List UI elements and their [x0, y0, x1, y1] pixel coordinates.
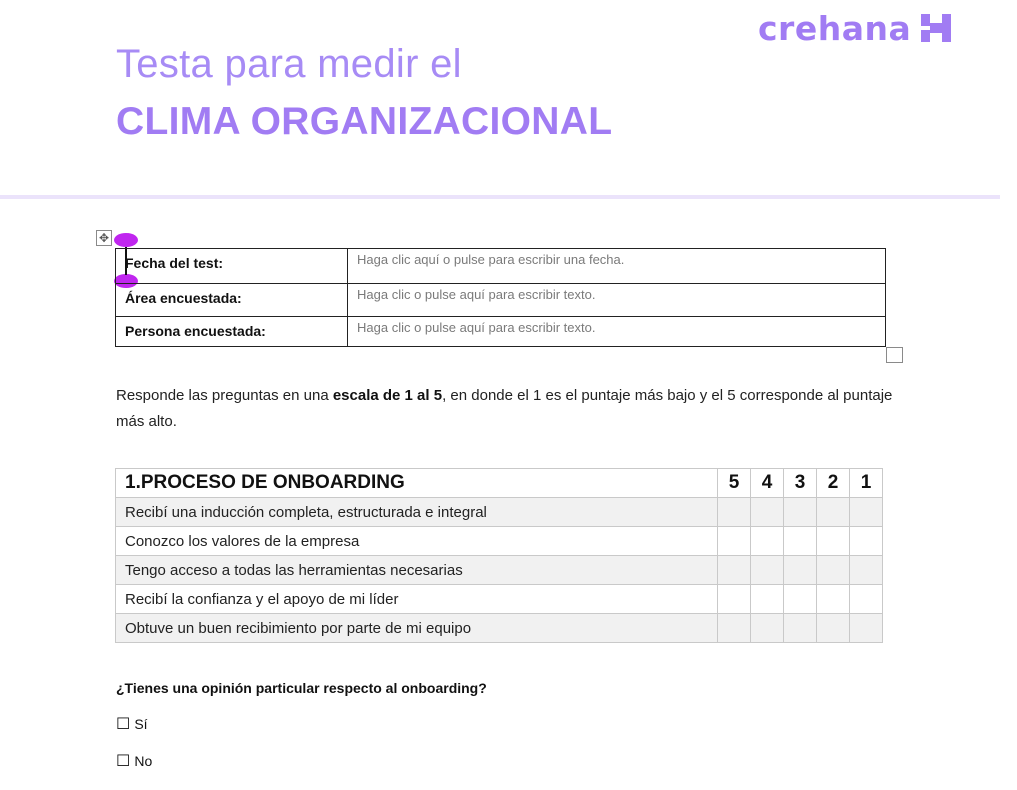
- option-label: No: [134, 753, 153, 769]
- question-text: Recibí la confianza y el apoyo de mi líder: [116, 585, 718, 614]
- rating-cell[interactable]: [751, 556, 784, 585]
- info-table: [115, 248, 886, 347]
- rating-cell[interactable]: [850, 585, 883, 614]
- table-row: [116, 614, 883, 643]
- rating-cell[interactable]: [817, 556, 850, 585]
- rating-cell[interactable]: [784, 614, 817, 643]
- rating-cell[interactable]: [718, 527, 751, 556]
- rating-cell[interactable]: [718, 614, 751, 643]
- option-label: Sí: [134, 716, 148, 732]
- rating-cell[interactable]: [751, 585, 784, 614]
- scale-header: 2: [817, 469, 850, 498]
- table-header-row: [116, 469, 883, 498]
- rating-cell[interactable]: [784, 585, 817, 614]
- table-row: [116, 498, 883, 527]
- instructions-text-end: , en donde el 1 es el puntaje más bajo y el 5 corresponde al puntaje más alto.: [116, 387, 893, 430]
- instructions-text: Responde las preguntas en una: [116, 387, 333, 404]
- question-text: Conozco los valores de la empresa: [116, 527, 718, 556]
- table-row: [116, 556, 883, 585]
- question-text: Obtuve un buen recibimiento por parte de mi equipo: [116, 614, 718, 643]
- move-handle-icon[interactable]: ✥: [96, 230, 112, 246]
- rating-cell[interactable]: [718, 585, 751, 614]
- crehana-logo: [758, 8, 951, 48]
- date-label: Fecha del test:: [116, 249, 348, 284]
- instructions: [116, 383, 896, 435]
- rating-cell[interactable]: [718, 498, 751, 527]
- rating-cell[interactable]: [817, 527, 850, 556]
- table-row: [116, 585, 883, 614]
- rating-cell[interactable]: [718, 556, 751, 585]
- rating-cell[interactable]: [751, 527, 784, 556]
- rating-cell[interactable]: [817, 585, 850, 614]
- rating-cell[interactable]: [850, 556, 883, 585]
- table-row: [116, 249, 886, 284]
- onboarding-table: [115, 468, 883, 643]
- page-title-line1: Testa para medir el: [116, 42, 462, 86]
- rating-cell[interactable]: [850, 498, 883, 527]
- header-divider: [0, 195, 1000, 199]
- instructions-scale: escala de 1 al 5: [332, 387, 443, 404]
- scale-header: 5: [718, 469, 751, 498]
- rating-cell[interactable]: [817, 614, 850, 643]
- question-text: Recibí una inducción completa, estructurada e integral: [116, 498, 718, 527]
- rating-cell[interactable]: [784, 498, 817, 527]
- page-title-line2: CLIMA ORGANIZACIONAL: [116, 100, 613, 143]
- rating-cell[interactable]: [850, 527, 883, 556]
- rating-cell[interactable]: [784, 527, 817, 556]
- opinion-question: ¿Tienes una opinión particular respecto al onboarding?: [116, 680, 487, 696]
- person-label: Persona encuestada:: [116, 317, 348, 347]
- selection-handle-top[interactable]: [114, 233, 138, 247]
- checkbox-icon[interactable]: ☐: [116, 714, 131, 733]
- person-field[interactable]: Haga clic o pulse aquí para escribir texto.: [348, 317, 886, 347]
- brand-name: crehana: [758, 8, 912, 48]
- area-field[interactable]: Haga clic o pulse aquí para escribir texto.: [348, 284, 886, 317]
- rating-cell[interactable]: [850, 614, 883, 643]
- area-label: Área encuestada:: [116, 284, 348, 317]
- scale-header: 4: [751, 469, 784, 498]
- section-title: 1.PROCESO DE ONBOARDING: [116, 469, 718, 498]
- question-text: Tengo acceso a todas las herramientas necesarias: [116, 556, 718, 585]
- checkbox-icon[interactable]: ☐: [116, 751, 131, 770]
- rating-cell[interactable]: [751, 614, 784, 643]
- rating-cell[interactable]: [784, 556, 817, 585]
- table-row: [116, 527, 883, 556]
- table-resize-icon[interactable]: [886, 347, 903, 363]
- option-si[interactable]: [116, 716, 148, 732]
- rating-cell[interactable]: [817, 498, 850, 527]
- scale-header: 1: [850, 469, 883, 498]
- date-field[interactable]: Haga clic aquí o pulse para escribir una fecha.: [348, 249, 886, 284]
- option-no[interactable]: [116, 753, 152, 769]
- crehana-mark-icon: [921, 14, 951, 42]
- table-row: [116, 284, 886, 317]
- table-row: [116, 317, 886, 347]
- scale-header: 3: [784, 469, 817, 498]
- rating-cell[interactable]: [751, 498, 784, 527]
